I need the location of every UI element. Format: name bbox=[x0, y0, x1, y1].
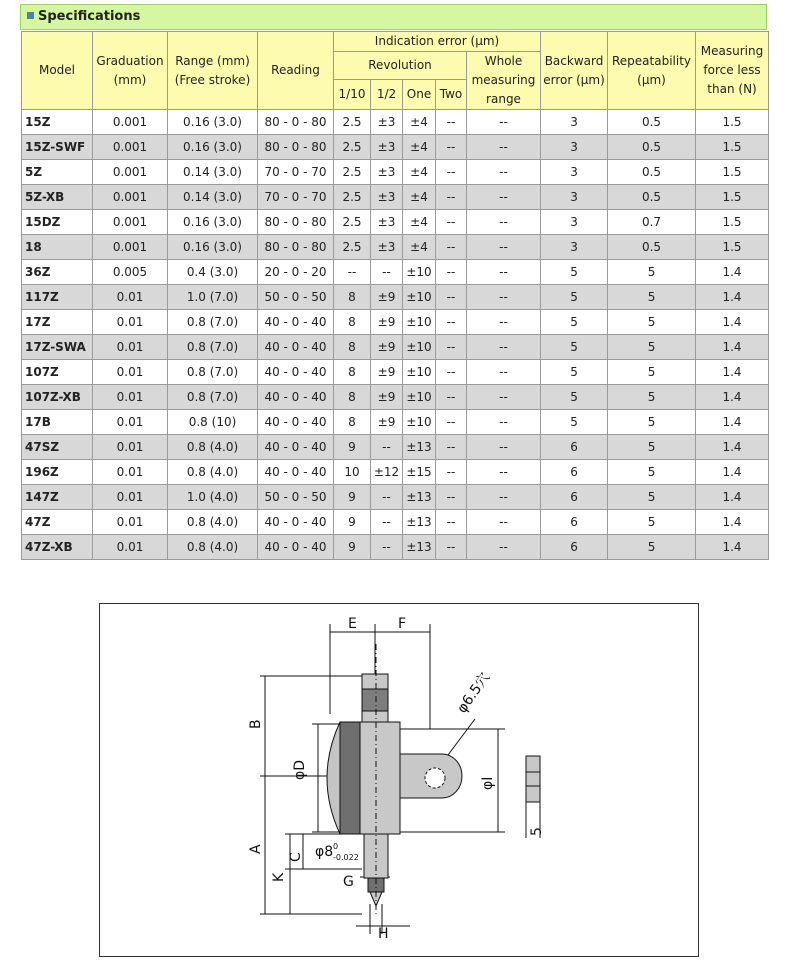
cell-whole-range: -- bbox=[467, 260, 541, 285]
table-row bbox=[22, 435, 769, 460]
cell-reading: 20 - 0 - 20 bbox=[258, 260, 334, 285]
cell-measuring-force: 1.4 bbox=[696, 510, 769, 535]
cell-rev-two: -- bbox=[436, 360, 467, 385]
cell-model: 15DZ bbox=[22, 210, 93, 235]
cell-reading: 40 - 0 - 40 bbox=[258, 510, 334, 535]
label-F: F bbox=[398, 616, 407, 632]
table-row bbox=[22, 235, 769, 260]
cell-rev-two: -- bbox=[436, 210, 467, 235]
cell-rev-one: ±4 bbox=[403, 185, 436, 210]
cell-rev-1-10: 8 bbox=[334, 285, 371, 310]
label-E: E bbox=[348, 616, 357, 632]
cell-repeatability: 5 bbox=[608, 360, 696, 385]
cell-repeatability: 5 bbox=[608, 335, 696, 360]
cell-whole-range: -- bbox=[467, 460, 541, 485]
cell-reading: 80 - 0 - 80 bbox=[258, 235, 334, 260]
cell-graduation: 0.01 bbox=[93, 535, 168, 560]
cell-rev-two: -- bbox=[436, 135, 467, 160]
cell-whole-range: -- bbox=[467, 185, 541, 210]
cell-reading: 40 - 0 - 40 bbox=[258, 460, 334, 485]
cell-rev-1-10: 10 bbox=[334, 460, 371, 485]
cell-backward-error: 3 bbox=[541, 110, 608, 135]
cell-model: 47Z bbox=[22, 510, 93, 535]
cell-repeatability: 0.5 bbox=[608, 160, 696, 185]
cell-graduation: 0.005 bbox=[93, 260, 168, 285]
label-B: B bbox=[248, 719, 264, 729]
cell-measuring-force: 1.4 bbox=[696, 485, 769, 510]
cell-whole-range: -- bbox=[467, 285, 541, 310]
cell-model: 15Z bbox=[22, 110, 93, 135]
cell-model: 147Z bbox=[22, 485, 93, 510]
cell-rev-two: -- bbox=[436, 260, 467, 285]
cell-repeatability: 5 bbox=[608, 485, 696, 510]
cell-backward-error: 5 bbox=[541, 260, 608, 285]
cell-model: 47SZ bbox=[22, 435, 93, 460]
cell-rev-one: ±4 bbox=[403, 235, 436, 260]
cell-whole-range: -- bbox=[467, 235, 541, 260]
th-repeatability: Repeatability (μm) bbox=[608, 32, 696, 110]
cell-backward-error: 6 bbox=[541, 535, 608, 560]
cell-rev-1-10: 2.5 bbox=[334, 185, 371, 210]
specifications-table bbox=[21, 31, 769, 560]
cell-repeatability: 0.5 bbox=[608, 235, 696, 260]
cell-measuring-force: 1.4 bbox=[696, 285, 769, 310]
cell-repeatability: 5 bbox=[608, 285, 696, 310]
cell-rev-1-2: ±12 bbox=[371, 460, 403, 485]
th-reading: Reading bbox=[258, 32, 334, 110]
cell-whole-range: -- bbox=[467, 160, 541, 185]
cell-whole-range: -- bbox=[467, 535, 541, 560]
cell-rev-1-2: ±9 bbox=[371, 310, 403, 335]
cell-reading: 70 - 0 - 70 bbox=[258, 185, 334, 210]
cell-rev-one: ±13 bbox=[403, 435, 436, 460]
cell-rev-1-10: 2.5 bbox=[334, 235, 371, 260]
label-C: C bbox=[288, 852, 304, 862]
cell-rev-1-10: 9 bbox=[334, 435, 371, 460]
cell-whole-range: -- bbox=[467, 485, 541, 510]
table-row bbox=[22, 460, 769, 485]
cell-repeatability: 0.5 bbox=[608, 135, 696, 160]
cell-rev-one: ±10 bbox=[403, 285, 436, 310]
cell-backward-error: 6 bbox=[541, 460, 608, 485]
cell-whole-range: -- bbox=[467, 385, 541, 410]
cell-rev-1-10: -- bbox=[334, 260, 371, 285]
cell-reading: 40 - 0 - 40 bbox=[258, 385, 334, 410]
cell-graduation: 0.001 bbox=[93, 210, 168, 235]
cell-reading: 40 - 0 - 40 bbox=[258, 435, 334, 460]
cell-graduation: 0.01 bbox=[93, 335, 168, 360]
cell-model: 17Z bbox=[22, 310, 93, 335]
cell-range: 0.8 (4.0) bbox=[168, 435, 258, 460]
label-H: H bbox=[378, 926, 389, 942]
cell-model: 5Z-XB bbox=[22, 185, 93, 210]
cell-graduation: 0.01 bbox=[93, 510, 168, 535]
th-model: Model bbox=[22, 32, 93, 110]
cell-rev-1-10: 9 bbox=[334, 485, 371, 510]
cell-rev-1-2: -- bbox=[371, 535, 403, 560]
cell-reading: 40 - 0 - 40 bbox=[258, 360, 334, 385]
cell-reading: 80 - 0 - 80 bbox=[258, 210, 334, 235]
label-phiD: φD bbox=[292, 759, 308, 780]
cell-rev-one: ±10 bbox=[403, 260, 436, 285]
cell-rev-1-2: ±3 bbox=[371, 110, 403, 135]
cell-measuring-force: 1.4 bbox=[696, 410, 769, 435]
cell-range: 0.16 (3.0) bbox=[168, 135, 258, 160]
th-rev-two: Two bbox=[436, 79, 467, 109]
table-row bbox=[22, 260, 769, 285]
cell-measuring-force: 1.4 bbox=[696, 435, 769, 460]
cell-rev-two: -- bbox=[436, 435, 467, 460]
cell-rev-1-2: ±9 bbox=[371, 360, 403, 385]
th-rev-1-10: 1/10 bbox=[334, 79, 371, 109]
cell-graduation: 0.001 bbox=[93, 160, 168, 185]
cell-measuring-force: 1.4 bbox=[696, 335, 769, 360]
cell-range: 0.8 (4.0) bbox=[168, 460, 258, 485]
table-row bbox=[22, 310, 769, 335]
cell-rev-1-2: ±9 bbox=[371, 410, 403, 435]
cell-model: 17B bbox=[22, 410, 93, 435]
cell-rev-one: ±4 bbox=[403, 135, 436, 160]
cell-rev-two: -- bbox=[436, 160, 467, 185]
cell-repeatability: 5 bbox=[608, 460, 696, 485]
cell-model: 18 bbox=[22, 235, 93, 260]
dial-indicator-drawing-icon bbox=[100, 604, 700, 958]
cell-rev-1-10: 2.5 bbox=[334, 210, 371, 235]
cell-whole-range: -- bbox=[467, 335, 541, 360]
cell-measuring-force: 1.4 bbox=[696, 385, 769, 410]
cell-model: 107Z bbox=[22, 360, 93, 385]
cell-whole-range: -- bbox=[467, 135, 541, 160]
cell-backward-error: 6 bbox=[541, 435, 608, 460]
th-graduation: Graduation (mm) bbox=[93, 32, 168, 110]
table-row bbox=[22, 535, 769, 560]
table-row bbox=[22, 285, 769, 310]
cell-range: 0.8 (4.0) bbox=[168, 535, 258, 560]
cell-graduation: 0.01 bbox=[93, 360, 168, 385]
cell-graduation: 0.001 bbox=[93, 135, 168, 160]
label-phi8: φ8 bbox=[315, 844, 334, 860]
cell-repeatability: 0.5 bbox=[608, 185, 696, 210]
th-rev-one: One bbox=[403, 79, 436, 109]
cell-rev-two: -- bbox=[436, 460, 467, 485]
cell-rev-two: -- bbox=[436, 485, 467, 510]
cell-rev-1-10: 8 bbox=[334, 360, 371, 385]
cell-reading: 50 - 0 - 50 bbox=[258, 485, 334, 510]
cell-rev-one: ±10 bbox=[403, 410, 436, 435]
cell-rev-two: -- bbox=[436, 335, 467, 360]
cell-rev-one: ±4 bbox=[403, 110, 436, 135]
cell-rev-1-2: -- bbox=[371, 435, 403, 460]
cell-rev-1-10: 8 bbox=[334, 335, 371, 360]
cell-measuring-force: 1.5 bbox=[696, 210, 769, 235]
table-row bbox=[22, 335, 769, 360]
cell-measuring-force: 1.5 bbox=[696, 185, 769, 210]
cell-backward-error: 5 bbox=[541, 310, 608, 335]
cell-rev-1-2: ±3 bbox=[371, 235, 403, 260]
cell-backward-error: 5 bbox=[541, 285, 608, 310]
cell-rev-1-10: 9 bbox=[334, 535, 371, 560]
cell-whole-range: -- bbox=[467, 110, 541, 135]
cell-rev-1-2: ±3 bbox=[371, 160, 403, 185]
cell-rev-1-10: 9 bbox=[334, 510, 371, 535]
cell-measuring-force: 1.4 bbox=[696, 260, 769, 285]
cell-rev-1-10: 2.5 bbox=[334, 110, 371, 135]
cell-model: 17Z-SWA bbox=[22, 335, 93, 360]
cell-measuring-force: 1.5 bbox=[696, 160, 769, 185]
cell-repeatability: 5 bbox=[608, 535, 696, 560]
cell-reading: 80 - 0 - 80 bbox=[258, 135, 334, 160]
cell-rev-1-10: 2.5 bbox=[334, 160, 371, 185]
cell-measuring-force: 1.4 bbox=[696, 460, 769, 485]
table-row bbox=[22, 385, 769, 410]
label-A: A bbox=[248, 844, 264, 854]
cell-backward-error: 6 bbox=[541, 510, 608, 535]
table-row bbox=[22, 510, 769, 535]
cell-reading: 40 - 0 - 40 bbox=[258, 310, 334, 335]
table-row bbox=[22, 410, 769, 435]
cell-measuring-force: 1.4 bbox=[696, 310, 769, 335]
cell-rev-1-2: ±9 bbox=[371, 335, 403, 360]
cell-rev-1-2: -- bbox=[371, 260, 403, 285]
th-revolution: Revolution bbox=[334, 52, 467, 80]
table-row bbox=[22, 210, 769, 235]
cell-rev-one: ±15 bbox=[403, 460, 436, 485]
cell-graduation: 0.01 bbox=[93, 285, 168, 310]
cell-backward-error: 5 bbox=[541, 385, 608, 410]
cell-model: 196Z bbox=[22, 460, 93, 485]
cell-repeatability: 5 bbox=[608, 385, 696, 410]
cell-rev-1-2: -- bbox=[371, 510, 403, 535]
cell-backward-error: 6 bbox=[541, 485, 608, 510]
cell-rev-two: -- bbox=[436, 110, 467, 135]
table-body bbox=[22, 110, 769, 560]
cell-range: 0.8 (7.0) bbox=[168, 335, 258, 360]
table-row bbox=[22, 160, 769, 185]
cell-rev-one: ±10 bbox=[403, 335, 436, 360]
cell-model: 36Z bbox=[22, 260, 93, 285]
cell-rev-1-2: ±3 bbox=[371, 185, 403, 210]
cell-rev-one: ±13 bbox=[403, 535, 436, 560]
cell-backward-error: 5 bbox=[541, 360, 608, 385]
th-rev-1-2: 1/2 bbox=[371, 79, 403, 109]
cell-model: 47Z-XB bbox=[22, 535, 93, 560]
table-row bbox=[22, 360, 769, 385]
cell-whole-range: -- bbox=[467, 310, 541, 335]
cell-rev-1-10: 8 bbox=[334, 310, 371, 335]
th-indication-error: Indication error (μm) bbox=[334, 32, 541, 52]
cell-repeatability: 5 bbox=[608, 435, 696, 460]
label-hole: φ6.5穴 bbox=[454, 669, 494, 717]
cell-range: 0.8 (10) bbox=[168, 410, 258, 435]
cell-rev-two: -- bbox=[436, 535, 467, 560]
cell-range: 0.8 (7.0) bbox=[168, 310, 258, 335]
cell-rev-1-10: 8 bbox=[334, 385, 371, 410]
cell-graduation: 0.01 bbox=[93, 485, 168, 510]
cell-repeatability: 5 bbox=[608, 410, 696, 435]
cell-measuring-force: 1.5 bbox=[696, 110, 769, 135]
cell-whole-range: -- bbox=[467, 435, 541, 460]
cell-reading: 70 - 0 - 70 bbox=[258, 160, 334, 185]
cell-graduation: 0.001 bbox=[93, 235, 168, 260]
cell-backward-error: 3 bbox=[541, 135, 608, 160]
cell-range: 0.4 (3.0) bbox=[168, 260, 258, 285]
cell-backward-error: 3 bbox=[541, 185, 608, 210]
cell-reading: 40 - 0 - 40 bbox=[258, 535, 334, 560]
cell-rev-one: ±10 bbox=[403, 385, 436, 410]
section-title: Specifications bbox=[38, 9, 141, 24]
th-backward-error: Backward error (μm) bbox=[541, 32, 608, 110]
cell-rev-one: ±10 bbox=[403, 360, 436, 385]
cell-repeatability: 5 bbox=[608, 260, 696, 285]
dimension-drawing bbox=[99, 603, 699, 957]
cell-measuring-force: 1.5 bbox=[696, 135, 769, 160]
cell-rev-two: -- bbox=[436, 385, 467, 410]
label-phi8-sup: 0 bbox=[333, 842, 339, 851]
cell-range: 0.14 (3.0) bbox=[168, 185, 258, 210]
cell-rev-two: -- bbox=[436, 235, 467, 260]
cell-whole-range: -- bbox=[467, 510, 541, 535]
cell-whole-range: -- bbox=[467, 410, 541, 435]
section-marker-icon bbox=[27, 12, 34, 19]
cell-rev-two: -- bbox=[436, 285, 467, 310]
cell-reading: 40 - 0 - 40 bbox=[258, 335, 334, 360]
cell-model: 117Z bbox=[22, 285, 93, 310]
cell-rev-two: -- bbox=[436, 410, 467, 435]
cell-model: 5Z bbox=[22, 160, 93, 185]
label-K: K bbox=[271, 872, 287, 882]
cell-graduation: 0.01 bbox=[93, 410, 168, 435]
cell-rev-two: -- bbox=[436, 510, 467, 535]
cell-backward-error: 3 bbox=[541, 210, 608, 235]
cell-rev-one: ±4 bbox=[403, 160, 436, 185]
table-row bbox=[22, 185, 769, 210]
cell-range: 0.8 (4.0) bbox=[168, 510, 258, 535]
cell-rev-1-2: ±9 bbox=[371, 285, 403, 310]
cell-repeatability: 5 bbox=[608, 310, 696, 335]
cell-graduation: 0.01 bbox=[93, 435, 168, 460]
cell-graduation: 0.001 bbox=[93, 110, 168, 135]
specifications-header bbox=[20, 4, 767, 30]
cell-rev-1-2: ±3 bbox=[371, 135, 403, 160]
cell-reading: 40 - 0 - 40 bbox=[258, 410, 334, 435]
cell-rev-1-10: 2.5 bbox=[334, 135, 371, 160]
cell-repeatability: 0.5 bbox=[608, 110, 696, 135]
cell-graduation: 0.01 bbox=[93, 310, 168, 335]
cell-rev-1-2: -- bbox=[371, 485, 403, 510]
cell-range: 0.16 (3.0) bbox=[168, 210, 258, 235]
cell-measuring-force: 1.4 bbox=[696, 535, 769, 560]
cell-range: 1.0 (7.0) bbox=[168, 285, 258, 310]
cell-model: 15Z-SWF bbox=[22, 135, 93, 160]
cell-rev-one: ±13 bbox=[403, 510, 436, 535]
cell-rev-one: ±10 bbox=[403, 310, 436, 335]
cell-range: 0.16 (3.0) bbox=[168, 235, 258, 260]
cell-repeatability: 0.7 bbox=[608, 210, 696, 235]
cell-backward-error: 5 bbox=[541, 335, 608, 360]
cell-range: 1.0 (4.0) bbox=[168, 485, 258, 510]
cell-range: 0.8 (7.0) bbox=[168, 360, 258, 385]
table-row bbox=[22, 485, 769, 510]
cell-rev-1-2: ±3 bbox=[371, 210, 403, 235]
cell-range: 0.8 (7.0) bbox=[168, 385, 258, 410]
cell-repeatability: 5 bbox=[608, 510, 696, 535]
label-phiI: φI bbox=[480, 776, 496, 790]
cell-range: 0.16 (3.0) bbox=[168, 110, 258, 135]
cell-range: 0.14 (3.0) bbox=[168, 160, 258, 185]
cell-backward-error: 5 bbox=[541, 410, 608, 435]
cell-graduation: 0.01 bbox=[93, 385, 168, 410]
header-row-1 bbox=[22, 32, 769, 52]
cell-rev-1-10: 8 bbox=[334, 410, 371, 435]
cell-rev-two: -- bbox=[436, 310, 467, 335]
cell-rev-two: -- bbox=[436, 185, 467, 210]
table-row bbox=[22, 135, 769, 160]
label-G: G bbox=[343, 874, 354, 890]
cell-backward-error: 3 bbox=[541, 160, 608, 185]
cell-graduation: 0.01 bbox=[93, 460, 168, 485]
cell-rev-one: ±4 bbox=[403, 210, 436, 235]
label-five: 5 bbox=[529, 827, 545, 836]
cell-reading: 80 - 0 - 80 bbox=[258, 110, 334, 135]
table-row bbox=[22, 110, 769, 135]
cell-graduation: 0.001 bbox=[93, 185, 168, 210]
label-phi8-sub: -0.022 bbox=[333, 853, 359, 862]
cell-measuring-force: 1.5 bbox=[696, 235, 769, 260]
th-range: Range (mm) (Free stroke) bbox=[168, 32, 258, 110]
cell-rev-one: ±13 bbox=[403, 485, 436, 510]
cell-whole-range: -- bbox=[467, 360, 541, 385]
cell-model: 107Z-XB bbox=[22, 385, 93, 410]
th-whole-range: Whole measuring range bbox=[467, 52, 541, 110]
th-measuring-force: Measuring force less than (N) bbox=[696, 32, 769, 110]
cell-whole-range: -- bbox=[467, 210, 541, 235]
cell-rev-1-2: ±9 bbox=[371, 385, 403, 410]
cell-measuring-force: 1.4 bbox=[696, 360, 769, 385]
cell-backward-error: 3 bbox=[541, 235, 608, 260]
cell-reading: 50 - 0 - 50 bbox=[258, 285, 334, 310]
